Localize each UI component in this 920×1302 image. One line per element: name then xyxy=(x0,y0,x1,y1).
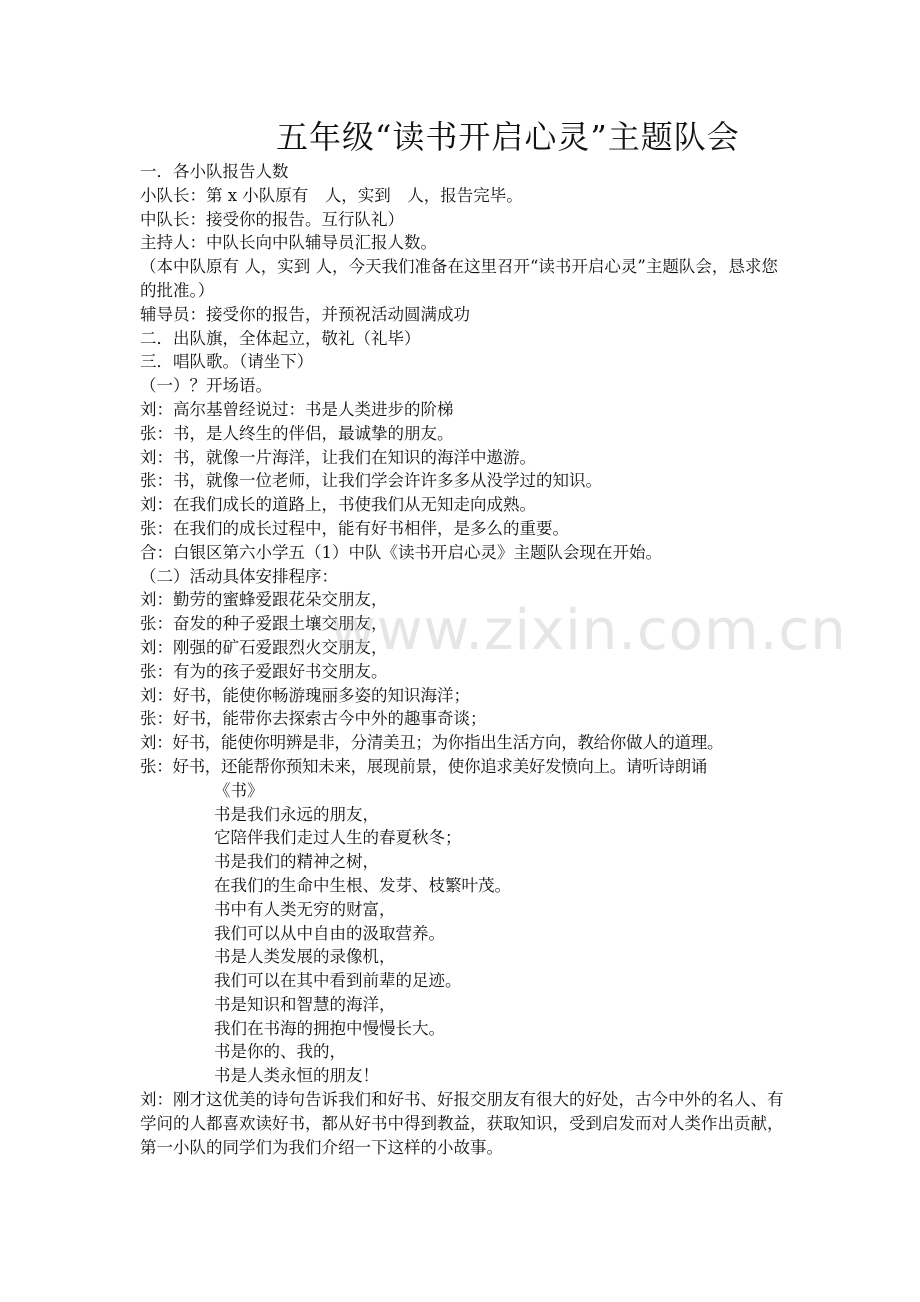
poem-line: 书是人类发展的录像机， xyxy=(214,947,396,967)
dialogue-line: 张：好书，能带你去探索古今中外的趣事奇谈； xyxy=(140,709,487,729)
dialogue-line: 刘：高尔基曾经说过：书是人类进步的阶梯 xyxy=(140,399,454,419)
squad-leader-line: 小队长：第 x 小队原有 人，实到 人，报告完毕。 xyxy=(140,185,523,205)
subsection-opening: （一）？开场语。 xyxy=(140,376,272,396)
closing-paragraph: 刘：刚才这优美的诗句告诉我们和好书、好报交朋友有很大的好处，古今中外的名人、有学问的人都喜欢读好书，都从好书中得到教益，获取知识，受到启发而对人类作出贡献，第一小队的同学们为我们介绍一下这样的小故事。 xyxy=(140,1090,784,1157)
dialogue-line: 刘：在我们成长的道路上，书使我们从无知走向成熟。 xyxy=(140,495,536,515)
document-body xyxy=(140,160,788,1159)
host-line: 主持人：中队长向中队辅导员汇报人数。 xyxy=(140,233,437,253)
poem-line: 我们在书海的拥抱中慢慢长大。 xyxy=(214,1018,445,1038)
dialogue-line: 张：书，就像一位老师，让我们学会许许多多从没学过的知识。 xyxy=(140,471,602,491)
section-song: 三．唱队歌。（请坐下） xyxy=(140,352,314,372)
poem-title: 《书》 xyxy=(214,780,264,800)
dialogue-line: 张：有为的孩子爱跟好书交朋友。 xyxy=(140,661,388,681)
poem-line: 书是我们的精神之树， xyxy=(214,852,379,872)
poem-block xyxy=(140,779,788,1088)
dialogue-line: 刘：书，就像一片海洋，让我们在知识的海洋中遨游。 xyxy=(140,447,536,467)
dialogue-line: 刘：好书，能使你畅游瑰丽多姿的知识海洋； xyxy=(140,685,470,705)
poem-line: 我们可以在其中看到前辈的足迹。 xyxy=(214,971,462,991)
dialogue-line: 刘：勤劳的蜜蜂爱跟花朵交朋友， xyxy=(140,590,388,610)
team-leader-line: 中队长：接受你的报告。互行队礼） xyxy=(140,209,404,229)
dialogue-line: 刘：好书，能使你明辨是非，分清美丑；为你指出生活方向，教给你做人的道理。 xyxy=(140,733,724,753)
dialogue-line: 张：在我们的成长过程中，能有好书相伴，是多么的重要。 xyxy=(140,518,569,538)
dialogue-line: 合：白银区第六小学五（1）中队《读书开启心灵》主题队会现在开始。 xyxy=(140,542,662,562)
counselor-line: 辅导员：接受你的报告，并预祝活动圆满成功 xyxy=(140,304,470,324)
poem-line: 书是我们永远的朋友， xyxy=(214,804,379,824)
poem-line: 书中有人类无穷的财富， xyxy=(214,899,396,919)
dialogue-line: 张：书，是人终生的伴侣，最诚挚的朋友。 xyxy=(140,423,454,443)
subsection-program: （二）活动具体安排程序： xyxy=(140,566,338,586)
poem-line: 它陪伴我们走过人生的春夏秋冬； xyxy=(214,828,462,848)
dialogue-line: 张：好书，还能帮你预知未来，展现前景，使你追求美好发愤向上。请听诗朗诵 xyxy=(140,756,708,776)
dialogue-line: 张：奋发的种子爱跟土壤交朋友， xyxy=(140,614,388,634)
watermark: www.zixin.com.cn xyxy=(330,598,847,663)
dialogue-line: 刘：刚强的矿石爱跟烈火交朋友， xyxy=(140,637,388,657)
section-flag: 二．出队旗，全体起立，敬礼（礼毕） xyxy=(140,328,421,348)
report-paragraph: （本中队原有 人，实到 人，今天我们准备在这里召开“读书开启心灵”主题队会，恳求您的批准。） xyxy=(140,257,778,300)
section-roll-call: 一．各小队报告人数 xyxy=(140,162,289,181)
poem-line: 书是你的、我的， xyxy=(214,1042,346,1062)
poem-line: 在我们的生命中生根、发芽、枝繁叶茂。 xyxy=(214,875,511,895)
poem-line: 书是人类永恒的朋友！ xyxy=(214,1066,379,1086)
poem-line: 书是知识和智慧的海洋， xyxy=(214,994,396,1014)
poem-line: 我们可以从中自由的汲取营养。 xyxy=(214,923,445,943)
document-title: 五年级“读书开启心灵”主题队会 xyxy=(276,118,740,156)
